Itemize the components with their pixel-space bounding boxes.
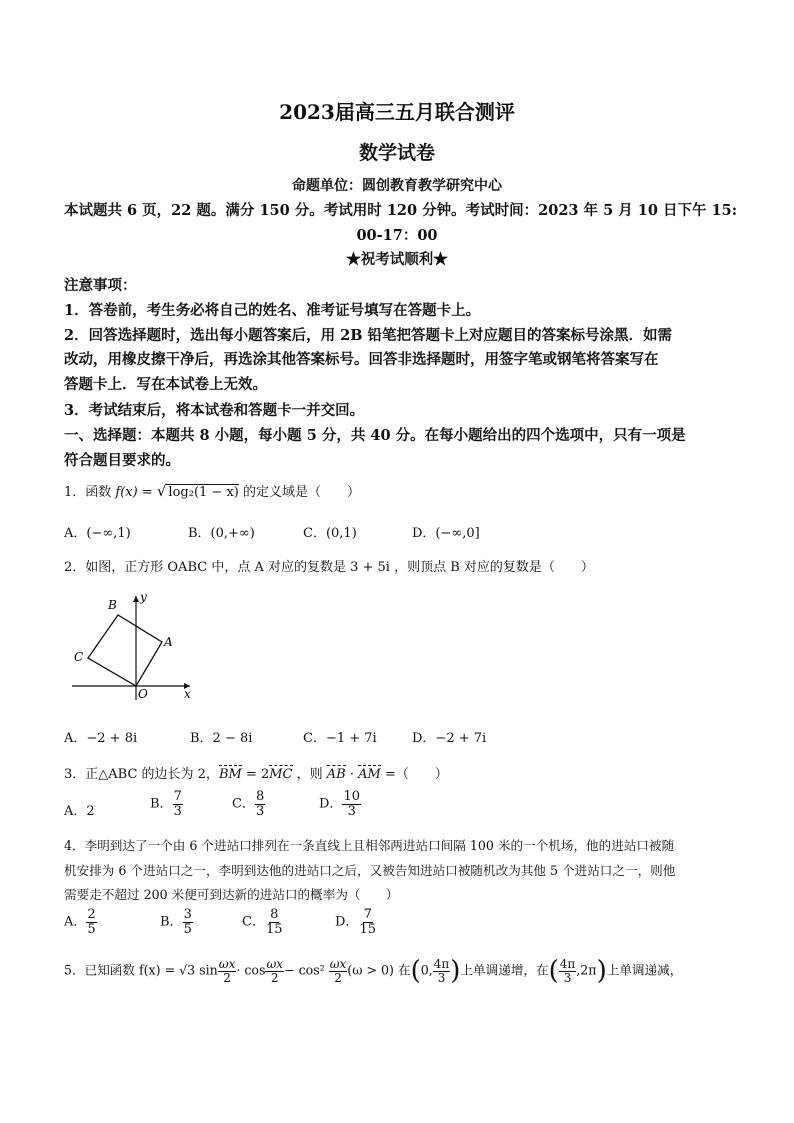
square-oabc: [88, 615, 162, 686]
exam-info-line2: 00-17：00: [356, 227, 438, 244]
q1-option-d: D．(−∞,0]: [412, 526, 480, 541]
note-3: 3．考试结束后，将本试卷和答题卡一并交回。: [64, 402, 365, 419]
exam-info-line1: 本试题共 6 页，22 题。满分 150 分。考试用时 120 分钟。考试时间：2023 年 5 月 10 日下午 15:: [64, 202, 738, 219]
section-heading-line2: 符合题目要求的。: [64, 452, 180, 469]
square-oabc-figure: [66, 588, 206, 708]
question-2: 2．如图，正方形 OABC 中，点 A 对应的复数是 3 + 5i ，则顶点 B 对应的复数是（ ）: [64, 560, 594, 575]
point-b-label: B: [108, 598, 117, 612]
question-1: 1．函数 f(x) = √ log₂(1 − x) 的定义域是（ ）: [64, 482, 360, 500]
q2-option-c: C．−1 + 7i: [303, 731, 377, 746]
question-5: 5．已知函数 f(x) = √3 sin $\frac{\omega x}{2}$ · cos $\frac{\omega x}{2}$ − cos² $\frac{\omega x}{2}$ (ω > 0) 在(0, $\frac{4\pi}{3}$ )上单调递增，在( $\frac{4\pi}{3}$ ,2π)上单调递减，: [64, 956, 683, 986]
notes-heading: 注意事项：: [64, 277, 137, 294]
y-axis-label: y: [140, 590, 147, 604]
q2-option-b: B．2 − 8i: [190, 731, 253, 746]
good-luck-line: ★祝考试顺利★: [346, 251, 448, 268]
question-unit: 命题单位：圆创教育教学研究中心: [292, 178, 502, 194]
q4-option-a: A． $\frac{2}{5}$: [64, 907, 96, 937]
q3-option-d: D． $\frac{10}{3}$: [319, 789, 360, 819]
exam-subtitle: 数学试卷: [358, 142, 435, 164]
origin-label: O: [138, 687, 148, 701]
point-a-label: A: [164, 635, 173, 649]
q4-option-d: D． $\frac{7}{15}$: [335, 907, 376, 937]
q1-option-a: A．(−∞,1): [64, 526, 131, 541]
q1-option-c: C．(0,1): [303, 526, 357, 541]
q4-option-b: B． $\frac{3}{5}$: [160, 907, 192, 937]
q2-option-d: D．−2 + 7i: [412, 731, 487, 746]
question-4-line1: 4．李明到达了一个由 6 个进站口排列在一条直线上且相邻两进站口间隔 100 米的一个机场，他的进站口被随: [64, 838, 675, 853]
q3-option-b: B． $\frac{7}{3}$: [150, 789, 182, 819]
q4-option-c: C． $\frac{8}{15}$: [242, 907, 283, 937]
section-heading-line1: 一、选择题：本题共 8 小题，每小题 5 分，共 40 分。在每小题给出的四个选项中，只有一项是: [64, 427, 686, 444]
question-4-line2: 机安排为 6 个进站口之一，李明到达他的进站口之后，又被告知进站口被随机改为其他 5 个进站口之一，则他: [64, 863, 676, 878]
point-c-label: C: [74, 650, 84, 664]
q1-option-b: B．(0,+∞): [188, 526, 255, 541]
q3-option-c: C． $\frac{8}{3}$: [232, 789, 265, 819]
q3-option-a: A．2: [64, 804, 95, 819]
question-4-line3: 需要走不超过 200 米便可到达新的进站口的概率为（ ）: [64, 887, 399, 902]
q2-option-a: A．−2 + 8i: [64, 731, 138, 746]
y-axis-arrow: [133, 596, 139, 602]
x-axis-label: x: [184, 687, 191, 701]
note-2-line2: 改动，用橡皮擦干净后，再选涂其他答案标号。回答非选择题时，用签字笔或钢笔将答案写在: [64, 351, 659, 368]
note-2-line3: 答题卡上．写在本试卷上无效。: [64, 376, 267, 393]
exam-title: 2023届高三五月联合测评: [279, 100, 515, 124]
note-2-line1: 2．回答选择题时，选出每小题答案后，用 2B 铅笔把答题卡上对应题目的答案标号涂黑．如需: [64, 327, 673, 344]
note-1: 1．答卷前，考生务必将自己的姓名、准考证号填写在答题卡上。: [64, 302, 481, 319]
question-3: 3．正△ABC 的边长为 2，BM = 2MC ，则 AB · AM =（ ）: [64, 767, 448, 782]
